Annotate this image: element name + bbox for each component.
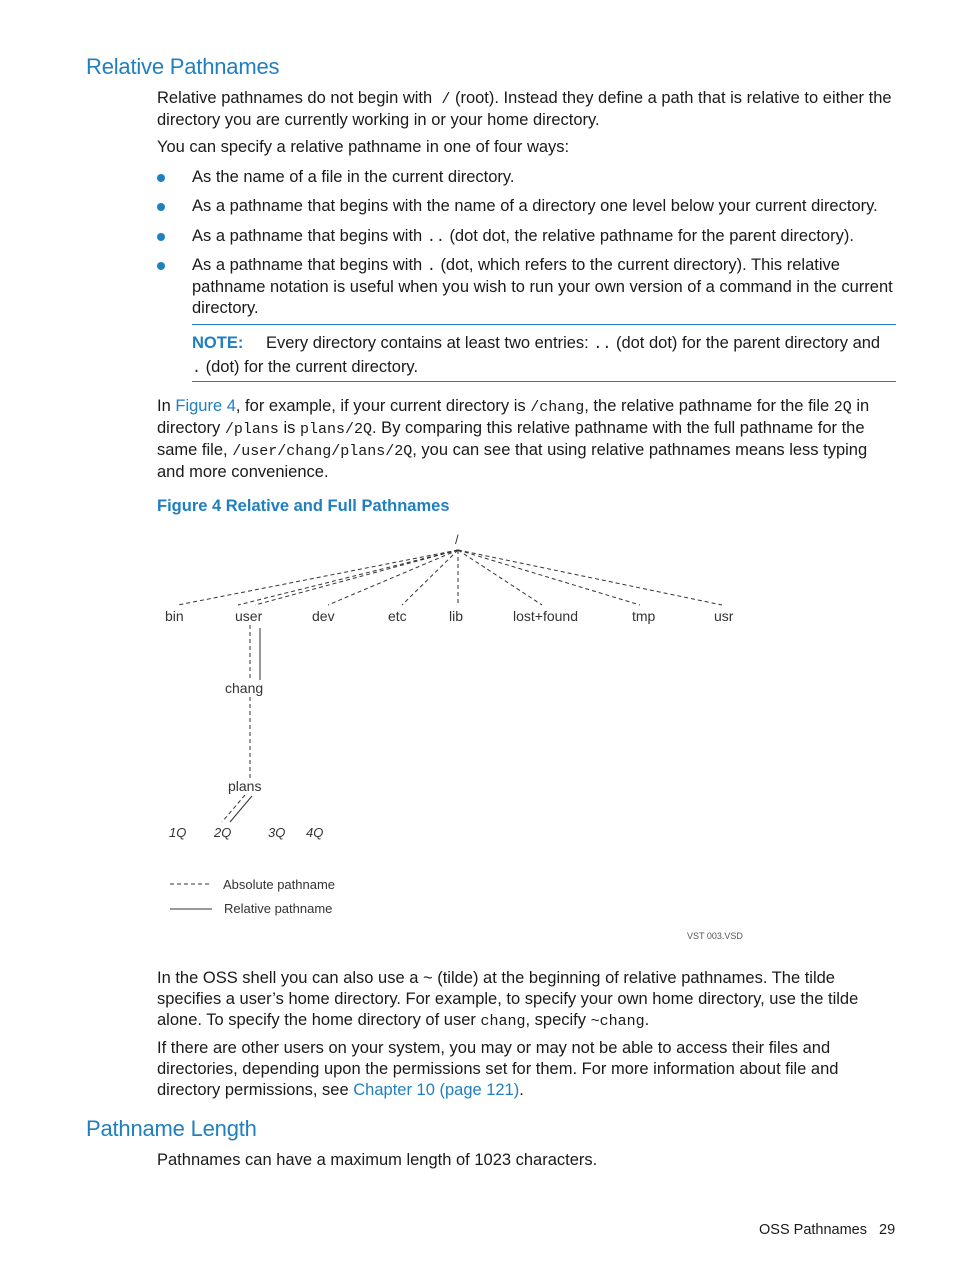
example-text-f: . By comparing this relative pathname with the full pathname for the same file, — [157, 419, 865, 459]
dir-label: lib — [449, 608, 464, 624]
abs-edge — [178, 550, 458, 605]
note-label: NOTE: — [192, 334, 244, 352]
rel-edge — [230, 796, 252, 822]
2q-code: 2Q — [833, 399, 852, 416]
abs-edge — [458, 550, 722, 605]
permissions-text-a: If there are other users on your system, you may or may not be able to access their files and directories, depending upon the permissions set for them. For more information about file and directory permissions, see — [157, 1039, 839, 1099]
bullet-4-text-a: As a pathname that begins with — [192, 256, 423, 274]
example-text-a: In — [157, 397, 171, 415]
dot-code: . — [426, 258, 436, 275]
dir-label: etc — [388, 608, 407, 624]
tilde-paragraph — [157, 968, 893, 1032]
file-label: 1Q — [169, 825, 187, 840]
footer-section-name: OSS Pathnames — [759, 1222, 867, 1238]
file-label: 2Q — [214, 825, 232, 840]
example-text-e: is — [283, 419, 296, 437]
dir-label: dev — [312, 608, 335, 624]
example-text-d: in directory — [157, 397, 870, 437]
pathname-length-paragraph: Pathnames can have a maximum length of 1023 characters. — [157, 1151, 598, 1169]
chang-user-code: chang — [480, 1013, 526, 1030]
chang-code: /chang — [530, 399, 585, 416]
section-heading-pathname-length: Pathname Length — [86, 1116, 257, 1141]
tilde-text-a: In the OSS shell you can also use a ~ (tilde) at the beginning of relative pathnames. The tilde specifies a user’s home directory. For example, to specify your own home directory, use the tilde alone. To specify the home directory of user — [157, 969, 859, 1029]
file-label: 3Q — [268, 825, 286, 840]
figure-4-link[interactable]: Figure 4 — [175, 397, 236, 415]
abs-edge — [402, 550, 458, 605]
bullet-3-text-a: As a pathname that begins with — [192, 227, 423, 245]
figure-id: VST 003.VSD — [687, 931, 743, 941]
tilde-text-b: , specify — [525, 1011, 587, 1029]
figure-caption: Figure 4 Relative and Full Pathnames — [157, 497, 450, 515]
dir-label: tmp — [632, 608, 656, 624]
note-dot-code: . — [192, 360, 202, 377]
note-text-a: Every directory contains at least two entries: — [265, 334, 589, 352]
plans-code: /plans — [224, 421, 279, 438]
dir-label: bin — [165, 608, 184, 624]
plans-2q-code: plans/2Q — [300, 421, 373, 438]
permissions-paragraph — [157, 1038, 877, 1101]
chapter-10-link[interactable]: Chapter 10 (page 121) — [353, 1081, 520, 1099]
full-path-code: /user/chang/plans/2Q — [232, 443, 413, 460]
tilde-text-c: . — [644, 1011, 650, 1029]
ways-paragraph: You can specify a relative pathname in one of four ways: — [157, 138, 570, 156]
abs-edge — [255, 550, 458, 605]
dir-label: user — [235, 608, 263, 624]
example-text-c: , the relative pathname for the file — [584, 397, 830, 415]
chang-label: chang — [225, 680, 264, 696]
example-text-b: , for example, if your current directory is — [235, 397, 526, 415]
permissions-text-b: . — [519, 1081, 524, 1099]
plans-label: plans — [228, 778, 262, 794]
note-dotdot-code: .. — [593, 336, 612, 353]
bullet-item-1: As the name of a file in the current directory. — [192, 168, 515, 186]
intro-text-b: (root). Instead they define a path that is relative to either the directory you are currently working in or your home directory. — [157, 89, 892, 129]
root-code: / — [441, 91, 451, 108]
tilde-chang-code: ~chang — [590, 1013, 645, 1030]
legend-absolute-label: Absolute pathname — [223, 877, 336, 892]
bullet-3-text-b: (dot dot, the relative pathname for the parent directory). — [449, 227, 854, 245]
note-text-c: (dot) for the current directory. — [205, 358, 419, 376]
file-label: 4Q — [306, 825, 324, 840]
bullet-4-text-b: (dot, which refers to the current directory). This relative pathname notation is useful when you wish to run your own version of a command in the current directory. — [192, 256, 893, 317]
note-text-b: (dot dot) for the parent directory and — [615, 334, 881, 352]
abs-edge — [458, 550, 640, 605]
dir-label: lost+found — [513, 608, 578, 624]
footer-page-number: 29 — [879, 1222, 896, 1238]
root-label: / — [455, 532, 459, 547]
dir-label: usr — [714, 608, 734, 624]
legend-relative-label: Relative pathname — [224, 901, 333, 916]
bullet-item-2: As a pathname that begins with the name of a directory one level below your current directory. — [192, 197, 878, 215]
example-text-g: , you can see that using relative pathnames means less typing and more convenience. — [157, 441, 868, 481]
dotdot-code: .. — [426, 229, 445, 246]
intro-text-a: Relative pathnames do not begin with — [157, 89, 433, 107]
section-heading-relative-pathnames: Relative Pathnames — [86, 54, 280, 79]
